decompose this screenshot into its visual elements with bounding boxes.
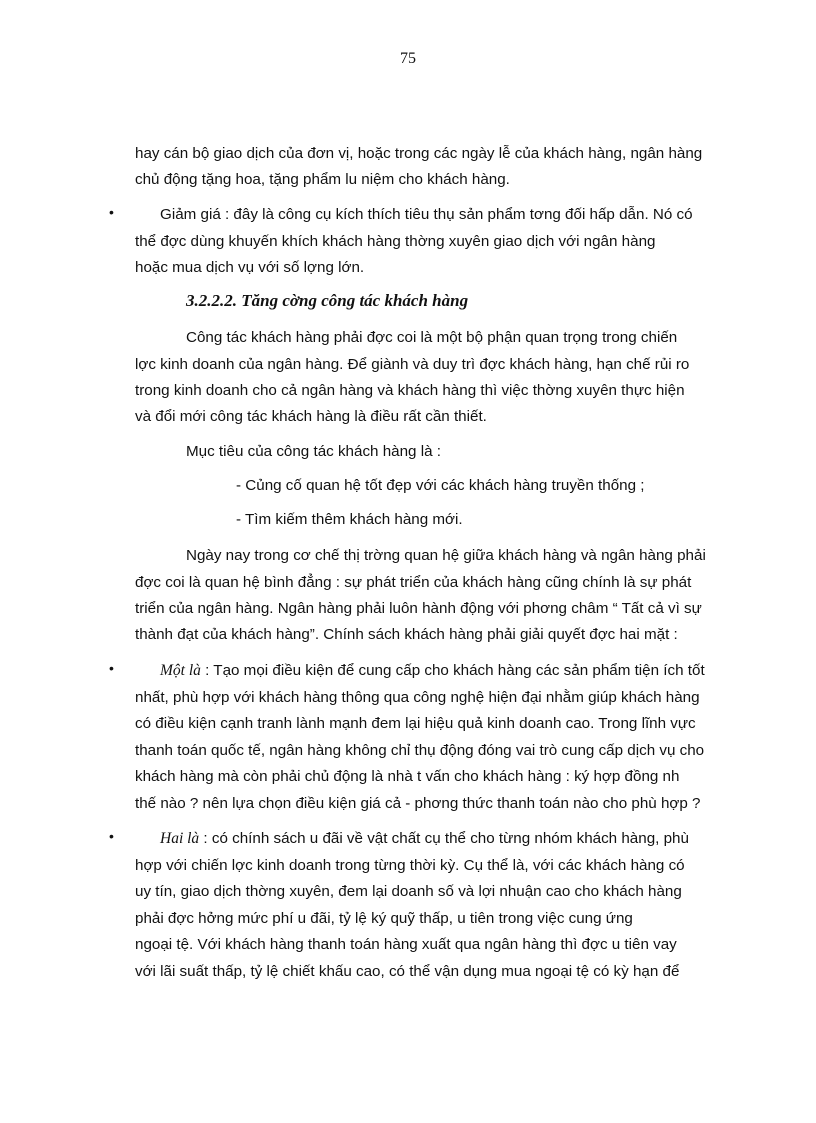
paragraph-line: thành đạt của khách hàng”. Chính sách khách hàng phải giải quyết đợc hai mặt :: [135, 626, 678, 643]
paragraph-line: lợc kinh doanh của ngân hàng. Để giành và duy trì đợc khách hàng, hạn chế rủi ro: [135, 356, 690, 373]
item-lead: Một là: [160, 662, 201, 679]
paragraph-line: Công tác khách hàng phải đợc coi là một bộ phận quan trọng trong chiến: [186, 329, 678, 346]
paragraph-line: ngoại tệ. Với khách hàng thanh toán hàng xuất qua ngân hàng thì đợc u tiên vay: [135, 936, 677, 953]
bullet-icon: •: [109, 204, 114, 220]
item-lead: Hai là: [160, 830, 200, 847]
paragraph-line: trong kinh doanh cho cả ngân hàng và khách hàng thì việc thờng xuyên thực hiện: [135, 382, 685, 399]
paragraph-line: nhất, phù hợp với khách hàng thông qua công nghệ hiện đại nhằm giúp khách hàng: [135, 689, 700, 706]
page-number: 75: [400, 50, 416, 67]
paragraph-line: hoặc mua dịch vụ với số lợng lớn.: [135, 259, 365, 276]
item-text: : có chính sách u đãi về vật chất cụ thể cho từng nhóm khách hàng, phù: [199, 830, 689, 847]
section-heading: 3.2.2.2. Tăng cờng công tác khách hàng: [186, 291, 469, 310]
paragraph-line: phải đợc hởng mức phí u đãi, tỷ lệ ký quỹ thấp, u tiên trong việc cung ứng: [135, 910, 633, 927]
paragraph-line: thế nào ? nên lựa chọn điều kiện giá cả - phơng thức thanh toán nào cho phù hợp ?: [135, 795, 701, 812]
item-text: : Tạo mọi điều kiện để cung cấp cho khách hàng các sản phẩm tiện ích tốt: [200, 662, 705, 679]
bullet-icon: •: [109, 828, 114, 844]
paragraph-line: Ngày nay trong cơ chế thị trờng quan hệ giữa khách hàng và ngân hàng phải: [186, 547, 706, 564]
paragraph-line: hay cán bộ giao dịch của đơn vị, hoặc trong các ngày lễ của khách hàng, ngân hàng: [135, 145, 703, 162]
list-item-first-line: [160, 829, 689, 849]
paragraph-line: thể đợc dùng khuyến khích khách hàng thờng xuyên giao dịch với ngân hàng: [135, 233, 656, 250]
paragraph-line: triển của ngân hàng. Ngân hàng phải luôn hành động với phơng châm “ Tất cả vì sự: [135, 600, 702, 617]
paragraph-line: Giảm giá : đây là công cụ kích thích tiêu thụ sản phẩm tơng đối hấp dẫn. Nó có: [160, 206, 693, 223]
goal-item: - Củng cố quan hệ tốt đẹp với các khách hàng truyền thống ;: [236, 477, 645, 494]
paragraph-line: đợc coi là quan hệ bình đẳng : sự phát triển của khách hàng cũng chính là sự phát: [135, 574, 692, 591]
paragraph-line: có điều kiện cạnh tranh lành mạnh đem lại hiệu quả kinh doanh cao. Trong lĩnh vực: [135, 715, 696, 732]
paragraph-line: chủ động tặng hoa, tặng phẩm lu niệm cho khách hàng.: [135, 171, 510, 188]
paragraph-line: thanh toán quốc tế, ngân hàng không chỉ thụ động đóng vai trò cung cấp dịch vụ cho: [135, 742, 705, 759]
bullet-icon: •: [109, 660, 114, 676]
paragraph-line: và đổi mới công tác khách hàng là điều rất cần thiết.: [135, 408, 487, 425]
paragraph-line: hợp với chiến lợc kinh doanh trong từng thời kỳ. Cụ thể là, với các khách hàng có: [135, 857, 685, 874]
goal-intro: Mục tiêu của công tác khách hàng là :: [186, 443, 441, 460]
paragraph-line: với lãi suất thấp, tỷ lệ chiết khấu cao, có thể vận dụng mua ngoại tệ có kỳ hạn để: [135, 963, 680, 980]
paragraph-line: uy tín, giao dịch thờng xuyên, đem lại doanh số và lợi nhuận cao cho khách hàng: [135, 883, 682, 900]
paragraph-line: khách hàng mà còn phải chủ động là nhà t vấn cho khách hàng : ký hợp đồng nh: [135, 768, 680, 785]
list-item-first-line: [160, 661, 705, 681]
goal-item: - Tìm kiếm thêm khách hàng mới.: [236, 511, 463, 528]
